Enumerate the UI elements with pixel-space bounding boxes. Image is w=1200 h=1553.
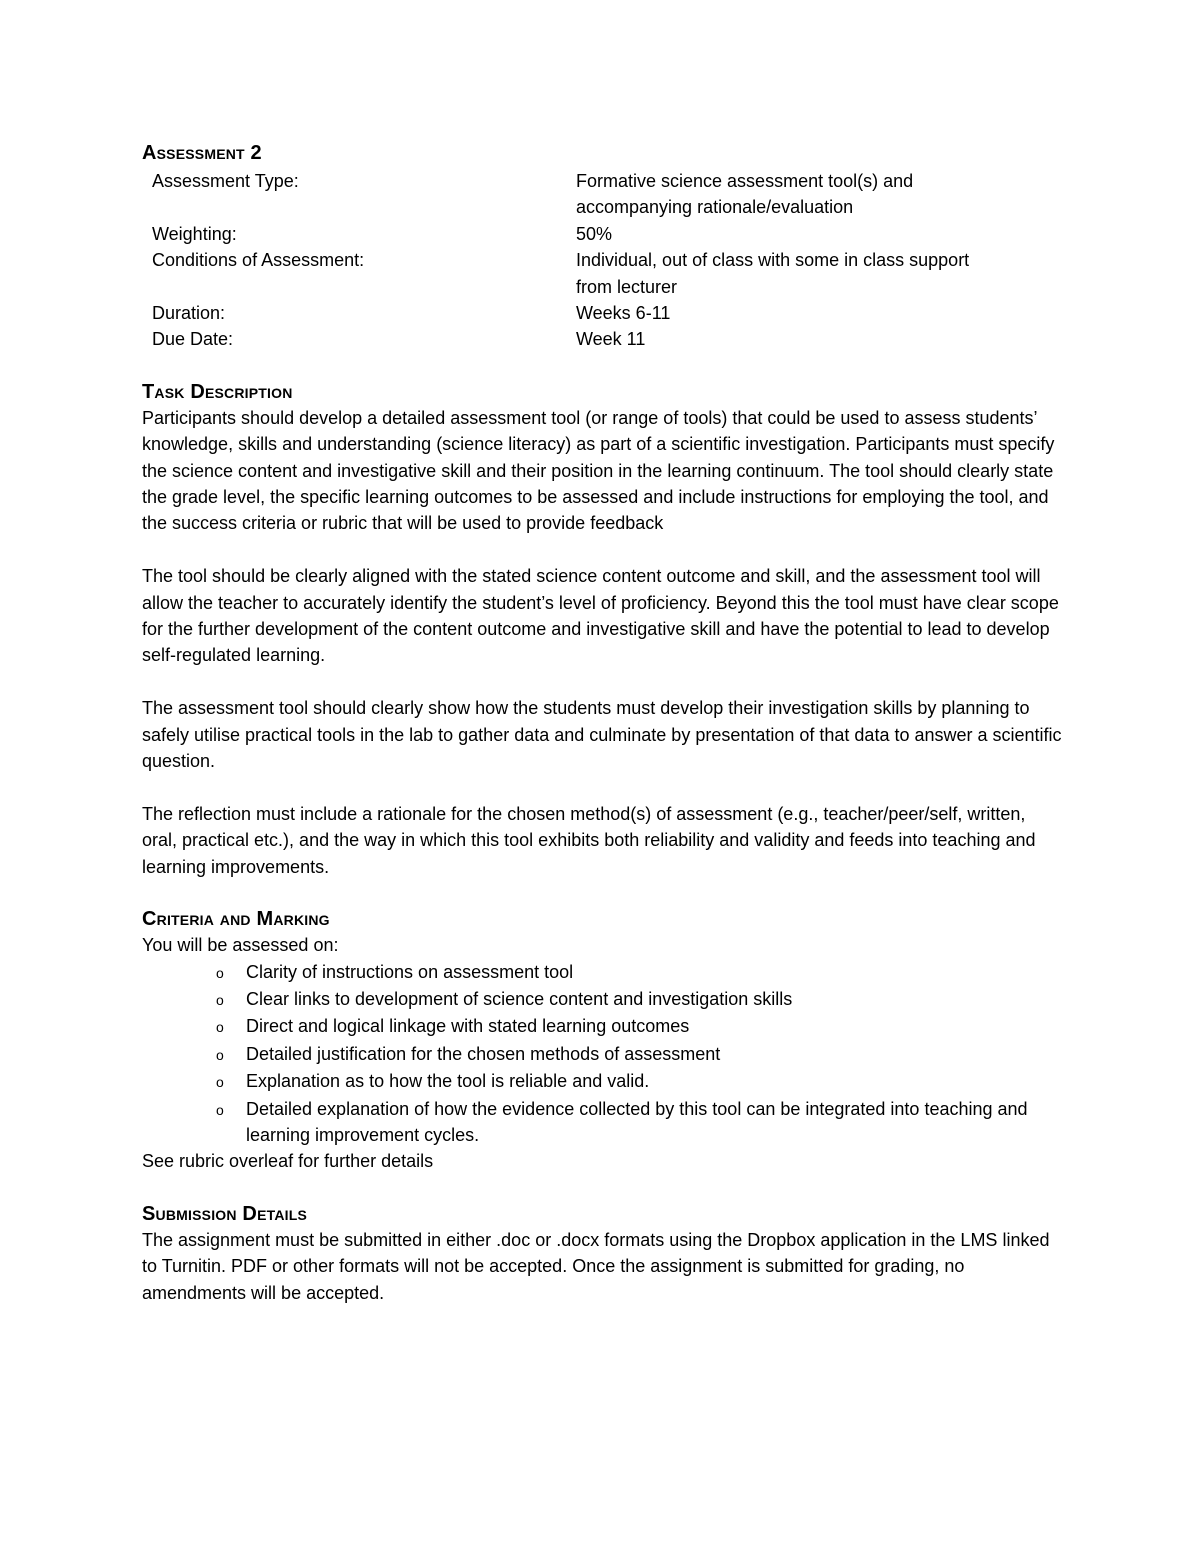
list-item <box>142 1013 1062 1040</box>
criteria-list <box>142 959 1062 1149</box>
meta-value: Individual, out of class with some in class support from lecturer <box>576 250 970 297</box>
bullet-circle-icon: o <box>216 964 224 981</box>
list-item <box>142 1096 1062 1149</box>
assessment-heading: Assessment 2 <box>142 142 262 164</box>
bullet-circle-icon: o <box>216 1019 224 1036</box>
meta-label: Duration: <box>152 303 226 324</box>
meta-row-conditions <box>152 247 1052 300</box>
task-paragraph-3: The assessment tool should clearly show how the students must develop their investigation skills by planning to safely utilise practical tools in the lab to gather data and culminate by presentation of that data to answer a scientific question. <box>142 698 1062 772</box>
meta-row-due-date <box>152 326 1052 352</box>
section-gap <box>142 353 1062 379</box>
task-paragraph-2: The tool should be clearly aligned with the stated science content outcome and skill, and the assessment tool will allow the teacher to accurately identify the student’s level of proficiency. Beyond this the tool must have clear scope for the further development of the content outcome and investigative skill and have the potential to lead to develop self-regulated learning. <box>142 566 1059 666</box>
criteria-item-text: Clear links to development of science content and investigation skills <box>246 988 793 1009</box>
meta-row-type <box>152 168 1052 221</box>
meta-value: Week 11 <box>576 329 646 350</box>
bullet-circle-icon: o <box>216 1046 224 1063</box>
task-description-heading: Task Description <box>142 380 293 403</box>
bullet-circle-icon: o <box>216 1074 224 1091</box>
criteria-item-text: Detailed explanation of how the evidence collected by this tool can be integrated into teaching and learning improvement cycles. <box>246 1098 1028 1145</box>
list-item <box>142 959 1062 986</box>
assessment-meta-table <box>152 168 1052 353</box>
meta-label: Conditions of Assessment: <box>152 250 365 271</box>
list-item <box>142 1041 1062 1068</box>
document-page <box>142 140 1062 1306</box>
meta-value: Formative science assessment tool(s) and accompanying rationale/evaluation <box>576 171 914 218</box>
task-paragraph-4: The reflection must include a rationale for the chosen method(s) of assessment (e.g., teacher/peer/self, written, oral, practical etc.), and the way in which this tool exhibits both reliability and validity and feeds into teaching and learning improvements. <box>142 803 1036 877</box>
criteria-item-text: Direct and logical linkage with stated learning outcomes <box>246 1016 690 1037</box>
criteria-item-text: Detailed justification for the chosen methods of assessment <box>246 1043 721 1064</box>
section-gap <box>142 1175 1062 1201</box>
task-paragraph-1: Participants should develop a detailed assessment tool (or range of tools) that could be used to assess students’ knowledge, skills and understanding (science literacy) as part of a scientific investigation. Participants must specify the science content and investigative skill and their position in the learning continuum. The tool should clearly state the grade level, the specific learning outcomes to be assessed and include instructions for employing the tool, and the success criteria or rubric that will be used to provide feedback <box>142 407 1055 534</box>
criteria-item-text: Clarity of instructions on assessment tool <box>246 961 574 982</box>
meta-value: 50% <box>576 223 613 244</box>
criteria-item-text: Explanation as to how the tool is reliable and valid. <box>246 1071 650 1092</box>
bullet-circle-icon: o <box>216 991 224 1008</box>
meta-label: Assessment Type: <box>152 171 299 191</box>
meta-label: Weighting: <box>152 223 237 244</box>
paragraph-gap <box>142 537 1062 563</box>
paragraph-gap <box>142 775 1062 801</box>
submission-heading: Submission Details <box>142 1202 308 1225</box>
submission-text: The assignment must be submitted in either .doc or .docx formats using the Dropbox application in the LMS linked to Turnitin. PDF or other formats will not be accepted. Once the assignment is submitted for grading, no amendments will be accepted. <box>142 1229 1050 1303</box>
list-item <box>142 986 1062 1013</box>
bullet-circle-icon: o <box>216 1101 224 1118</box>
criteria-intro: You will be assessed on: <box>142 935 339 956</box>
meta-row-duration <box>152 300 1052 326</box>
list-item <box>142 1068 1062 1095</box>
criteria-heading: Criteria and Marking <box>142 908 330 931</box>
meta-value: Weeks 6-11 <box>576 303 671 324</box>
criteria-footer: See rubric overleaf for further details <box>142 1151 434 1172</box>
meta-label: Due Date: <box>152 329 234 350</box>
section-gap <box>142 880 1062 906</box>
meta-row-weighting <box>152 221 1052 247</box>
paragraph-gap <box>142 669 1062 695</box>
